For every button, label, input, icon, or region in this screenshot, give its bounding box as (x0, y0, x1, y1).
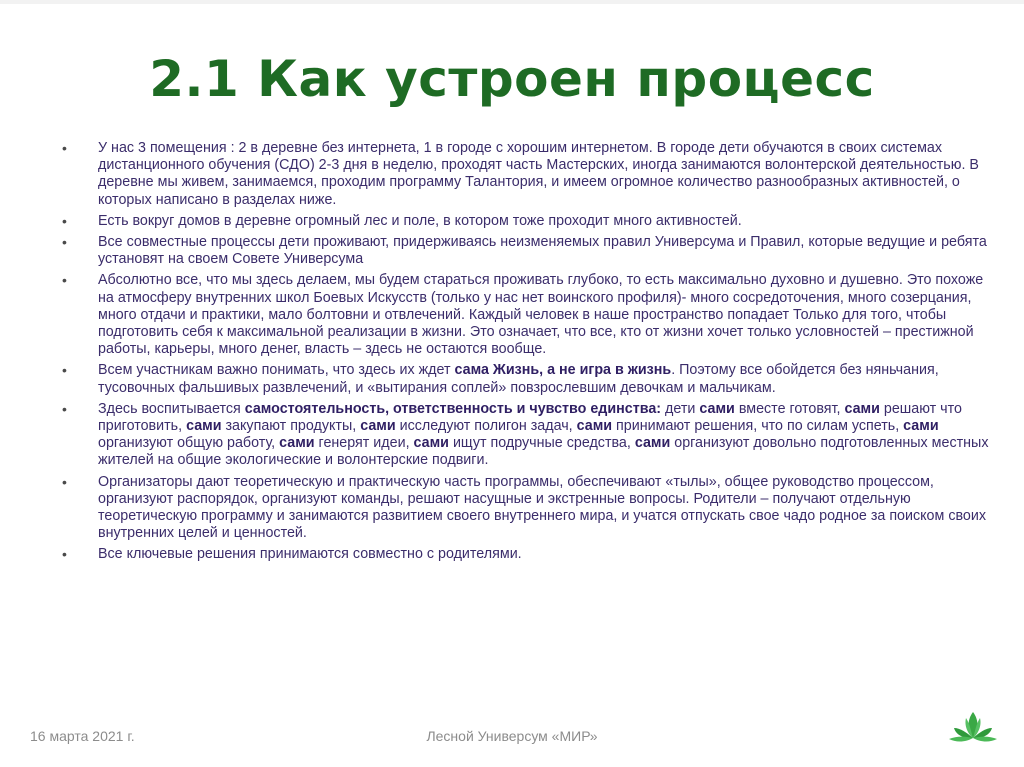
bullet-marker: • (62, 362, 67, 379)
bullet-item (62, 234, 992, 268)
bullet-text: вместе готовят, (734, 400, 845, 417)
bullet-marker: • (62, 272, 67, 289)
bullet-text-bold: сами (699, 400, 735, 417)
bullet-text-bold: сами (279, 435, 315, 452)
bullet-text-bold: сами (360, 418, 396, 435)
bullet-text: Абсолютно все, что мы здесь делаем, мы будем стараться проживать глубоко, то есть максимально духовно и душевно. Это похоже на атмосферу внутренних школ Боевых Искусств (только у нас нет воинского профиля)- много сосредоточения, много созерцания, много отдачи и практики, мало болтовни и отвлечений. Каждый человек в наше пространство попадает Только для того, чтобы подготовить себя к максимальной реализации в жизни. Это означает, что все, кто от жизни хочет только условностей – престижной работы, карьеры, много денег, власть – здесь не остаются вообще. (98, 272, 984, 358)
bullet-text: генерят идеи, (314, 435, 414, 452)
bullet-text: Все совместные процессы дети проживают, придерживаясь неизменяемых правил Универсума и Правил, которые ведущие и ребята установят на своем Совете Универсума (98, 234, 987, 268)
bullet-text: решают что приготовить, (98, 400, 962, 435)
bullet-list (62, 140, 992, 564)
bullet-item (62, 474, 992, 543)
bullet-item (62, 546, 992, 563)
bullet-item (62, 272, 992, 358)
slide-content (62, 140, 992, 568)
bullet-text-bold: сами (413, 435, 449, 452)
bullet-text-bold: сами (634, 435, 671, 452)
bullet-text: Есть вокруг домов в деревне огромный лес и поле, в котором тоже проходит много активностей. (98, 212, 742, 229)
bullet-text: организуют общую работу, (98, 435, 280, 452)
bullet-text: Всем участникам важно понимать, что здесь их ждет (98, 362, 455, 379)
bullet-marker: • (62, 140, 67, 156)
bullet-marker: • (62, 234, 67, 251)
bullet-item (62, 213, 992, 230)
bullet-text: ищут подручные средства, (448, 435, 635, 452)
footer-date: 16 марта 2021 г. (30, 728, 135, 744)
lotus-logo-icon (946, 708, 1000, 748)
footer-title: Лесной Универсум «МИР» (426, 728, 598, 744)
bullet-text: организуют довольно подготовленных местных жителей на общие экологические и волонтерские подвиги. (98, 435, 989, 469)
bullet-text-bold: самостоятельность, ответственность и чувство единства: (244, 400, 662, 417)
bullet-item (62, 401, 992, 470)
bullet-text: исследуют полигон задач, (395, 418, 577, 435)
bullet-marker: • (62, 212, 67, 229)
bullet-marker: • (62, 400, 67, 417)
bullet-text-bold: сама Жизнь, а не игра в жизнь (454, 362, 672, 379)
bullet-text: Все ключевые решения принимаются совместно с родителями. (98, 546, 522, 563)
bullet-text: . Поэтому все обойдется без няньчания, тусовочных фальшивых развлечений, и «вытирания соплей» повзрослевшим девочкам и мальчикам. (98, 362, 939, 396)
bullet-item (62, 362, 992, 396)
bullet-text-bold: сами (903, 418, 939, 435)
bullet-marker: • (62, 473, 67, 490)
bullet-item (62, 140, 992, 209)
bullet-text: принимают решения, что по силам успеть, (612, 418, 904, 435)
bullet-text-bold: сами (576, 418, 613, 435)
bullet-text: Здесь воспитывается (98, 400, 245, 417)
bullet-marker: • (62, 546, 67, 563)
bullet-text-bold: сами (844, 400, 880, 417)
bullet-text: дети (661, 400, 700, 417)
bullet-text: У нас 3 помещения : 2 в деревне без интернета, 1 в городе с хорошим интернетом. В городе дети обучаются в своих системах дистанционного обучения (СДО) 2-3 дня в неделю, проходят часть Мастерских, иногда занимаются волонтерской деятельностью. В деревне мы живем, занимаемся, проходим программу Талантория, и имеем огромное количество разнообразных активностей, о которых написано в разделах ниже. (98, 140, 979, 208)
bullet-text: закупают продукты, (221, 418, 361, 435)
slide-title: 2.1 Как устроен процесс (149, 50, 875, 108)
bullet-text: Организаторы дают теоретическую и практическую часть программы, обеспечивают «тылы», общее руководство процессом, организуют распорядок, организуют команды, решают насущные и экстренные вопросы. Родители – получают отдельную теоретическую программу и занимаются развитием своего внутреннего мира, и учатся отпускать свое чадо родное за поиском своих внутренних целей и ценностей. (98, 473, 986, 542)
bullet-text-bold: сами (186, 418, 222, 435)
